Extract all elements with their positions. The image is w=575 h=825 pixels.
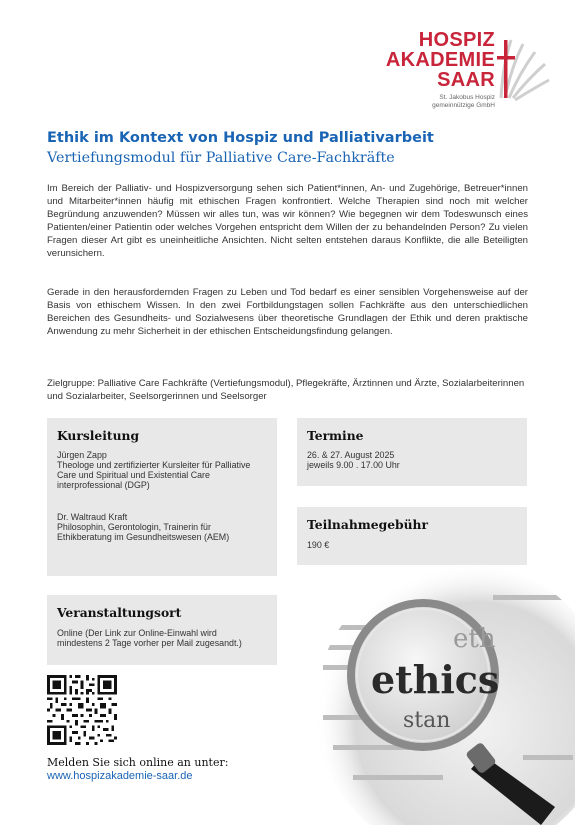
logo-wordmark (386, 30, 495, 90)
page-title: Ethik im Kontext von Hospiz und Palliativarbeit (47, 130, 434, 146)
person1-name: Jürgen Zapp (57, 450, 107, 460)
fee-title: Teilnahmegebühr (307, 517, 428, 532)
image-word-main: ethics (371, 657, 500, 702)
intro-paragraph: Im Bereich der Palliativ- und Hospizversorgung sehen sich Patient*innen, An- und Zugehörige, Betreuer*innen und Mitarbeiter*innen häufig mit ethischen Fragen konfrontiert. Welche Therapien sind noch mit welcher Begründung anzuwenden? Müssen wir alles tun, was wir können? Wie begegnen wir dem Todeswunsch eines Patienten/einer Patientin oder welches Vorgehen entspricht dem Willen der zu behandelnden Person? Zu vielen Fragen dieser Art gibt es uneinheitliche Ansichten. Nicht selten entstehen daraus Konflikte, die alle Beteiligten verunsichern. (47, 183, 528, 259)
kursleitung-person2 (57, 512, 257, 542)
qr-code[interactable] (47, 675, 117, 745)
logo-subline (395, 94, 495, 110)
person2-description: Philosophin, Gerontologin, Trainerin für Ethikberatung im Gesundheitswesen (AEM) (57, 522, 230, 542)
kursleitung-title: Kursleitung (57, 428, 140, 443)
page-subtitle: Vertiefungsmodul für Palliative Care-Fachkräfte (47, 150, 395, 166)
termine-title: Termine (307, 428, 364, 443)
termine-times: jeweils 9.00 . 17.00 Uhr (307, 460, 400, 470)
logo-line1: HOSPIZ (418, 29, 495, 51)
fee-amount: 190 € (307, 540, 330, 550)
logo-sub2: gemeinnützige GmbH (432, 102, 495, 109)
image-word-top: eth (453, 624, 496, 654)
logo-sub1: St. Jakobus Hospiz (439, 94, 495, 101)
venue-title: Veranstaltungsort (57, 605, 182, 620)
online-registration-label: Melden Sie sich online an unter: (47, 756, 229, 769)
hospiz-akademie-logo (385, 29, 555, 116)
person2-name: Dr. Waltraud Kraft (57, 512, 128, 522)
person1-description: Theologe und zertifizierter Kursleiter für Palliative Care und Spiritual und Existential Care interprofessional (DGP) (57, 460, 251, 490)
shell-cross-icon (493, 34, 551, 104)
website-link[interactable]: www.hospizakademie-saar.de (47, 770, 193, 782)
termine-dates: 26. & 27. August 2025 (307, 450, 395, 460)
kursleitung-person1 (57, 450, 262, 490)
body-paragraph: Gerade in den herausfordernden Fragen zu Leben und Tod bedarf es einer sensiblen Vorgehensweise auf der Basis von ethischem Wissen. In den zwei Fortbildungstagen sollen Fachkräfte aus den unterschiedlichen Bereichen des Gesundheits- und Sozialwesens über theoretische Grundlagen der Ethik und deren praktische Anwendung zu mehr Sicherheit in der ethischen Entscheidungsfindung gelangen. (47, 287, 528, 337)
logo-line3: SAAR (437, 69, 495, 91)
image-word-bottom: stan (403, 708, 451, 733)
target-group-paragraph: Zielgruppe: Palliative Care Fachkräfte (Vertiefungsmodul), Pflegekräfte, Ärztinnen und Ärzte, Sozialarbeiterinnen und Sozialarbeiter, Seelsorgerinnen und Seelsorger (47, 378, 525, 402)
venue-box (47, 595, 277, 665)
venue-text: Online (Der Link zur Online-Einwahl wird mindestens 2 Tage vorher per Mail zugesandt.) (57, 628, 242, 648)
ethics-magnifier-image (293, 555, 575, 825)
kursleitung-box (47, 418, 277, 576)
termine-box (297, 418, 527, 486)
termine-details (307, 450, 400, 470)
logo-line2: AKADEMIE (385, 49, 495, 71)
